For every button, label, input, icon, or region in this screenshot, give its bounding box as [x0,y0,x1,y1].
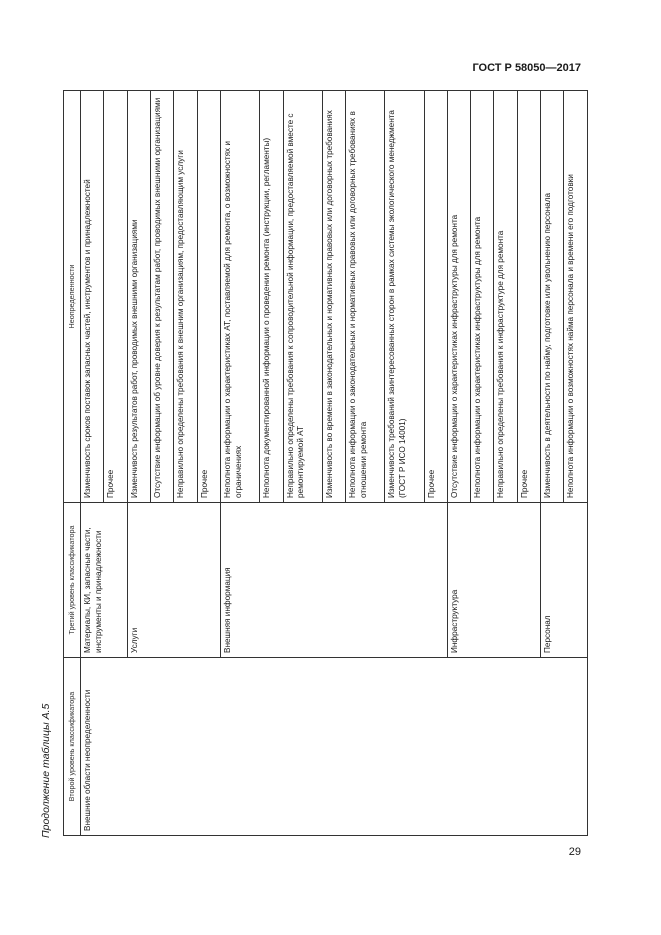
level3-cell: Персонал [541,503,588,658]
uncertainty-cell: Прочее [424,91,447,503]
uncertainty-cell: Неполнота информации о характеристиках АТ, поставляемой для ремонта, о возможностях и ограничениях [220,91,259,503]
uncertainty-cell: Неполнота информации о возможностях найма персонала и времени его подготовки [564,91,588,503]
uncertainty-cell: Прочее [197,91,220,503]
uncertainty-cell: Изменчивость сроков поставок запасных частей, инструментов и принадлежностей [81,91,104,503]
level3-cell: Инфраструктура [447,503,540,658]
uncertainty-cell: Неполнота документированной информации о проведении ремонта (инструкции, регламенты) [260,91,283,503]
uncertainty-cell: Изменчивость требований заинтересованных сторон в рамках системы экологического менеджмента (ГОСТ Р ИСО 14001) [385,91,424,503]
uncertainty-cell: Неполнота информации о характеристиках инфраструктуры для ремонта [471,91,494,503]
column-header: Третий уровень классификатора [64,503,81,658]
classifier-table [63,90,588,836]
table-header-row [64,91,81,836]
uncertainty-cell: Неправильно определены требования к инфраструктуре для ремонта [494,91,517,503]
level3-cell: Материалы, КИ, запасные части, инструменты и принадлежности [81,503,128,658]
rotated-table-container [63,91,588,836]
level2-cell: Внешние области неопределенности [81,658,588,836]
column-header: Неопределенности [64,91,81,503]
uncertainty-cell: Неправильно определены требования к сопроводительной информации, предоставляемой вместе с ремонтируемой АТ [283,91,322,503]
uncertainty-cell: Прочее [517,91,540,503]
uncertainty-cell: Отсутствие информации о характеристиках инфраструктуры для ремонта [447,91,470,503]
table-row [81,91,104,836]
uncertainty-cell: Изменчивость результатов работ, проводимых внешними организациями [127,91,150,503]
level3-cell: Услуги [127,503,220,658]
document-code: ГОСТ Р 58050—2017 [472,62,581,74]
uncertainty-cell: Неправильно определены требования к внешним организациям, предоставляющим услуги [174,91,197,503]
uncertainty-cell: Изменчивость в деятельности по найму, подготовке или увольнению персонала [541,91,564,503]
uncertainty-cell: Изменчивость во времени в законодательных и нормативных правовых или договорных требованиях [322,91,345,503]
level3-cell: Внешняя информация [220,503,447,658]
uncertainty-cell: Неполнота информации о законодательных и нормативных правовых или договорных требованиях в отношении ремонта [346,91,385,503]
uncertainty-cell: Прочее [104,91,127,503]
column-header: Второй уровень классификатора [64,658,81,836]
page-number: 29 [568,846,581,858]
table-caption: Продолжение таблицы А.5 [40,703,52,838]
uncertainty-cell: Отсутствие информации об уровне доверия к результатам работ, проводимых внешними организациями [150,91,173,503]
